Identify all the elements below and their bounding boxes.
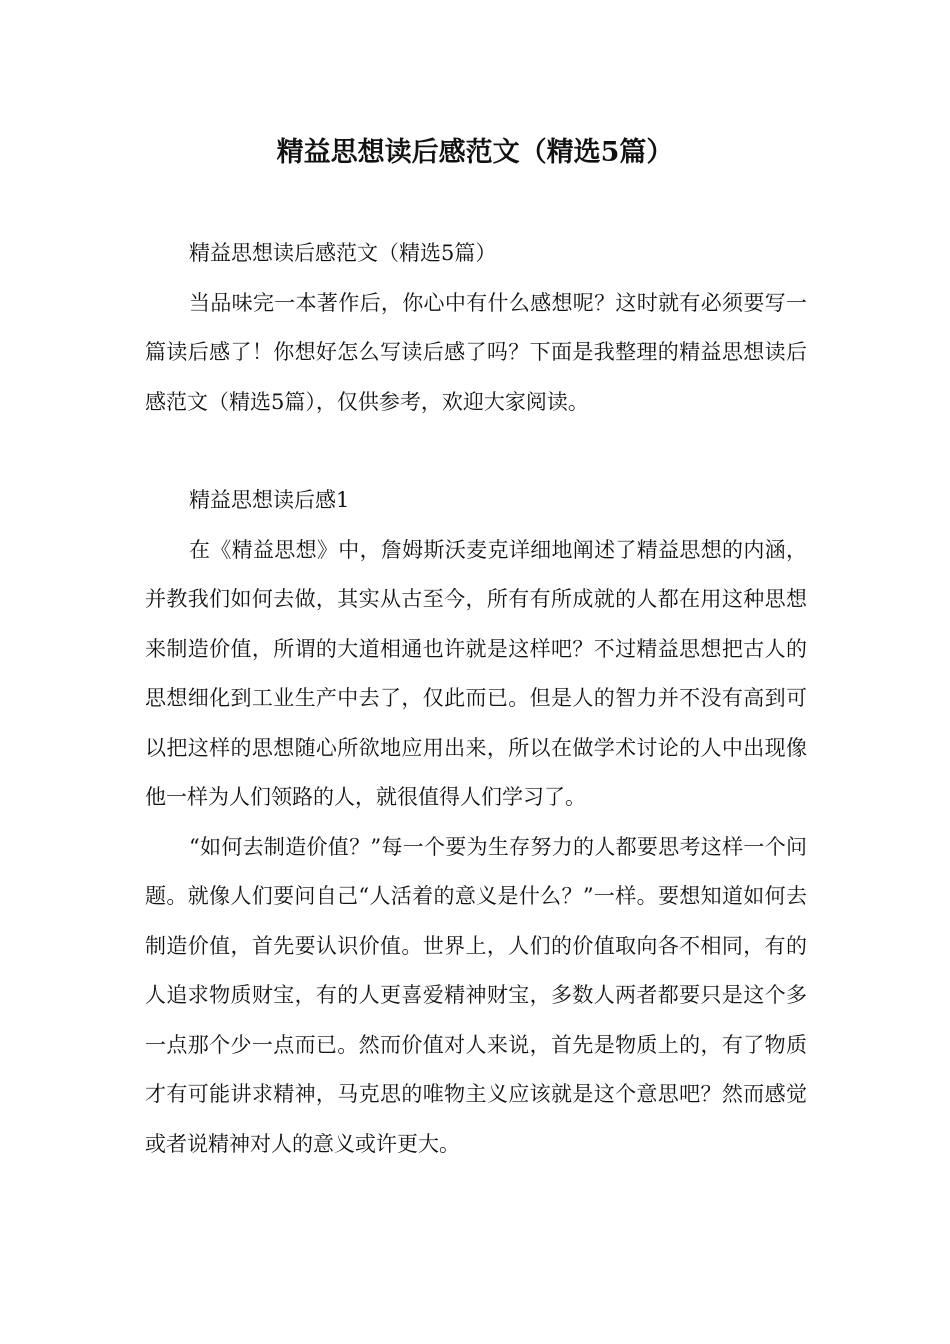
section-1-paragraph-2: “如何去制造价值？”每一个要为生存努力的人都要思考这样一个问题。就像人们要问自己“人活着的意义是什么？”一样。要想知道如何去制造价值，首先要认识价值。世界上，人们的价值取向各不相同，有的人追求物质财宝，有的人更喜爱精神财宝，多数人两者都要只是这个多一点那个少一点而已。然而价值对人来说，首先是物质上的，有了物质才有可能讲求精神，马克思的唯物主义应该就是这个意思吧？然而感觉或者说精神对人的意义或许更大。	[145, 834, 807, 1156]
intro-section	[145, 229, 807, 427]
document-title: 精益思想读后感范文（精选5篇）	[276, 137, 674, 168]
intro-subtitle: 精益思想读后感范文（精选5篇）	[189, 241, 497, 265]
section-1	[145, 476, 807, 1169]
section-1-paragraph-1: 在《精益思想》中，詹姆斯沃麦克详细地阐述了精益思想的内涵，并教我们如何去做，其实从古至今，所有有所成就的人都在用这种思想来制造价值，所谓的大道相通也许就是这样吧？不过精益思想把古人的思想细化到工业生产中去了，仅此而已。但是人的智力并不没有高到可以把这样的思想随心所欲地应用出来，所以在做学术讨论的人中出现像他一样为人们领路的人，就很值得人们学习了。	[145, 537, 807, 809]
intro-paragraph: 当品味完一本著作后，你心中有什么感想呢？这时就有必须要写一篇读后感了！你想好怎么写读后感了吗？下面是我整理的精益思想读后感范文（精选5篇），仅供参考，欢迎大家阅读。	[145, 290, 807, 414]
section-1-heading: 精益思想读后感1	[189, 488, 350, 512]
